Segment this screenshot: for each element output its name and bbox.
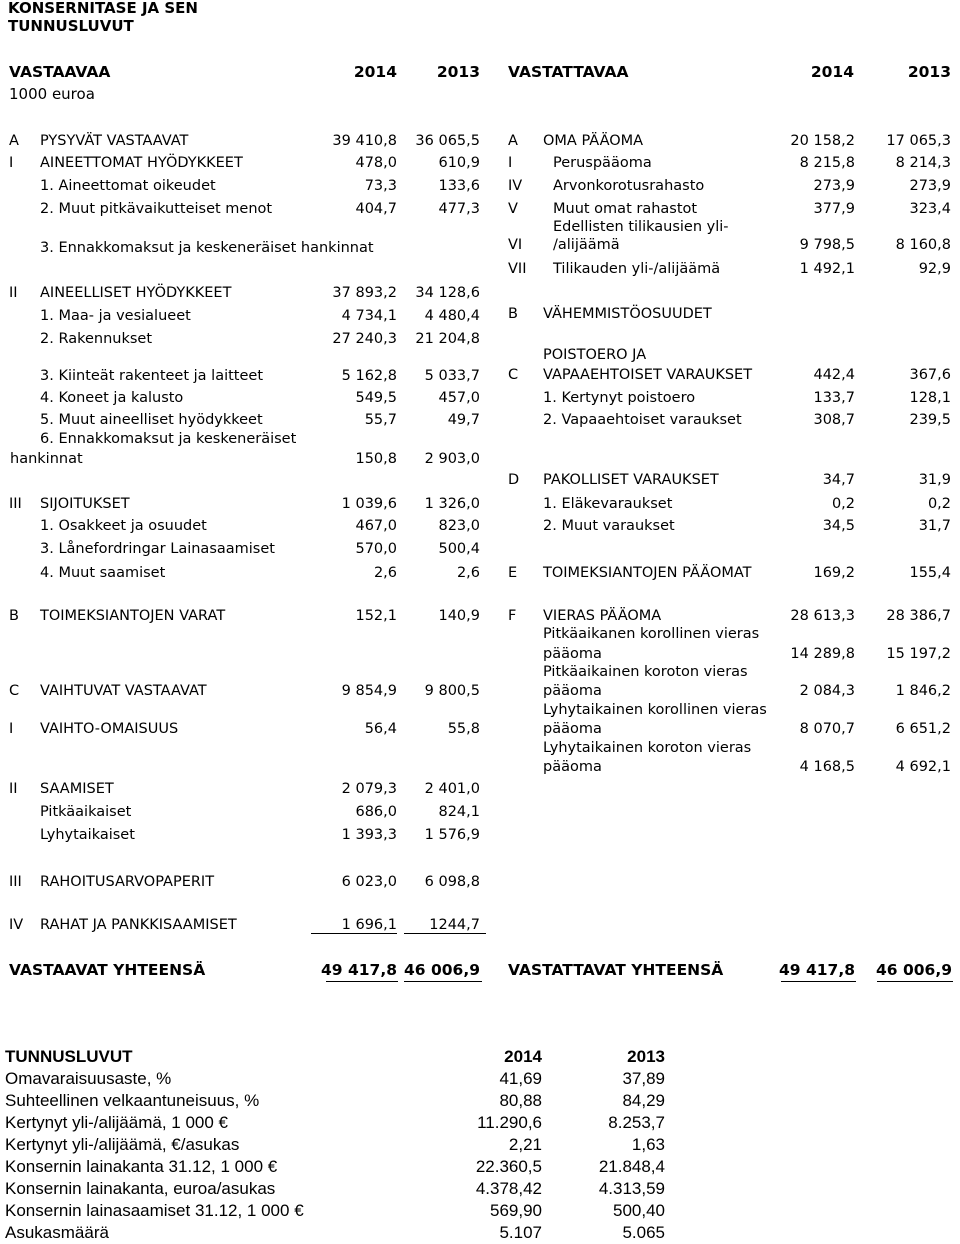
key-figure-value-2014: 569,90 (490, 1201, 542, 1220)
assets-row-value-2014: 55,7 (364, 412, 397, 428)
key-figure-label: Kertynyt yli-/alijäämä, €/asukas (5, 1135, 240, 1154)
key-figure-value-2013: 4.313,59 (598, 1179, 665, 1198)
assets-row-value-2013: 36 065,5 (415, 133, 480, 149)
liabilities-row-value-2014: 34,7 (822, 472, 855, 488)
liabilities-row-label: Tilikauden yli-/alijäämä (553, 261, 721, 277)
key-figure-value-2014: 22.360,5 (475, 1157, 542, 1176)
liabilities-row-label: /alijäämä (553, 237, 620, 253)
assets-total-2014: 49 417,8 (321, 961, 397, 979)
liabilities-row-value-2013: 17 065,3 (886, 133, 951, 149)
liabilities-row-value-2013: 4 692,1 (895, 759, 951, 775)
assets-row-label: AINEELLISET HYÖDYKKEET (40, 285, 232, 301)
liabilities-row-label: VÄHEMMISTÖOSUUDET (543, 306, 712, 322)
assets-row-value-2013: 610,9 (438, 155, 480, 171)
assets-row-label: RAHOITUSARVOPAPERIT (40, 874, 215, 890)
liabilities-row-number: B (508, 306, 518, 322)
liabilities-row-number: A (508, 133, 518, 149)
assets-row-label: 6. Ennakkomaksut ja keskeneräiset (40, 431, 297, 447)
liabilities-row-label: Pitkäaikainen koroton vieras (543, 664, 748, 680)
assets-row-label: 1. Maa- ja vesialueet (40, 308, 191, 324)
liabilities-row-value-2014: 9 798,5 (799, 237, 855, 253)
assets-row-label: PYSYVÄT VASTAAVAT (40, 133, 189, 149)
assets-year-2013: 2013 (436, 63, 480, 81)
assets-row-number: I (9, 721, 14, 737)
assets-row-value-2014: 478,0 (355, 155, 397, 171)
key-figure-value-2014: 2,21 (508, 1135, 542, 1154)
liabilities-row-label: Pitkäaikanen korollinen vieras (543, 626, 760, 642)
liabilities-row-value-2013: 28 386,7 (886, 608, 951, 624)
assets-row-value-2013: 140,9 (438, 608, 480, 624)
liabilities-row-value-2013: 8 214,3 (895, 155, 951, 171)
assets-row-value-2014: 37 893,2 (332, 285, 397, 301)
liabilities-row-value-2014: 20 158,2 (790, 133, 855, 149)
liabilities-total-2013: 46 006,9 (876, 961, 952, 979)
liabilities-total-label: VASTATTAVAT YHTEENSÄ (508, 961, 724, 979)
key-figure-value-2014: 80,88 (499, 1091, 542, 1110)
assets-row-label: VAIHTO-OMAISUUS (40, 721, 179, 737)
assets-row-value-2014: 6 023,0 (341, 874, 397, 890)
assets-heading: VASTAAVAA (9, 63, 111, 81)
liabilities-row-value-2013: 128,1 (909, 390, 951, 406)
liabilities-row-label: pääoma (543, 683, 602, 699)
liabilities-row-value-2013: 1 846,2 (895, 683, 951, 699)
key-figure-label: Kertynyt yli-/alijäämä, 1 000 € (5, 1113, 228, 1132)
liabilities-row-label: Peruspääoma (553, 155, 652, 171)
assets-row-label: SIJOITUKSET (40, 496, 130, 512)
liabilities-row-value-2013: 367,6 (909, 367, 951, 383)
assets-row-number: I (9, 155, 14, 171)
key-figure-value-2014: 41,69 (499, 1069, 542, 1088)
assets-row-label: 3. Ennakkomaksut ja keskeneräiset hankinnat (40, 240, 374, 256)
assets-total-label: VASTAAVAT YHTEENSÄ (9, 961, 206, 979)
assets-row-value-2013: 133,6 (438, 178, 480, 194)
assets-row-value-2014: 9 854,9 (341, 683, 397, 699)
key-figure-label: Suhteellinen velkaantuneisuus, % (5, 1091, 260, 1110)
assets-row-label: 4. Koneet ja kalusto (40, 390, 184, 406)
assets-row-value-2014: 1 393,3 (341, 827, 397, 843)
key-figure-value-2013: 1,63 (631, 1135, 665, 1154)
liabilities-row-label: Arvonkorotusrahasto (553, 178, 705, 194)
assets-row-value-2014: 1 039,6 (341, 496, 397, 512)
key-figure-label: Konsernin lainakanta, euroa/asukas (5, 1179, 276, 1198)
liabilities-row-value-2013: 239,5 (909, 412, 951, 428)
assets-year-2014: 2014 (353, 63, 397, 81)
assets-row-value-2014: 39 410,8 (332, 133, 397, 149)
total-underline-left-2014 (326, 981, 398, 982)
key-figure-value-2014: 4.378,42 (475, 1179, 542, 1198)
liabilities-row-number: I (508, 155, 513, 171)
assets-row-number: II (9, 285, 18, 301)
liabilities-row-value-2014: 133,7 (813, 390, 855, 406)
assets-row-value-2013: 823,0 (438, 518, 480, 534)
assets-row-value-2014: 2,6 (373, 565, 397, 581)
assets-row-value-2014: 56,4 (364, 721, 397, 737)
liabilities-row-label: TOIMEKSIANTOJEN PÄÄOMAT (543, 565, 752, 581)
assets-row-value-2013: 2,6 (456, 565, 480, 581)
key-figure-label: Konsernin lainasaamiset 31.12, 1 000 € (5, 1201, 304, 1220)
liabilities-row-label: Lyhytaikainen koroton vieras (543, 740, 752, 756)
assets-row-label: TOIMEKSIANTOJEN VARAT (40, 608, 226, 624)
assets-row-value-2013: 34 128,6 (415, 285, 480, 301)
assets-row-label: 3. Lånefordringar Lainasaamiset (40, 541, 275, 557)
liabilities-row-number: C (508, 367, 519, 383)
liabilities-row-value-2014: 34,5 (822, 518, 855, 534)
liabilities-row-label: VIERAS PÄÄOMA (543, 608, 662, 624)
key-figure-label: Asukasmäärä (5, 1223, 109, 1242)
assets-row-value-2013: 6 098,8 (424, 874, 480, 890)
assets-total-2013: 46 006,9 (404, 961, 480, 979)
liabilities-row-value-2013: 6 651,2 (895, 721, 951, 737)
liabilities-row-label: 1. Eläkevaraukset (543, 496, 673, 512)
liabilities-row-number: E (508, 565, 518, 581)
assets-row-value-2014: 549,5 (355, 390, 397, 406)
assets-row-number: IV (9, 917, 24, 933)
liabilities-row-label: pääoma (543, 646, 602, 662)
liabilities-total-2014: 49 417,8 (779, 961, 855, 979)
liabilities-row-number: D (508, 472, 520, 488)
liabilities-row-value-2014: 377,9 (813, 201, 855, 217)
assets-row-value-2014: 404,7 (355, 201, 397, 217)
assets-row-value-2013: 1 576,9 (424, 827, 480, 843)
assets-row-value-2014: 150,8 (355, 451, 397, 467)
liabilities-row-value-2014: 169,2 (813, 565, 855, 581)
assets-row-value-2013: 1 326,0 (424, 496, 480, 512)
liabilities-row-label: pääoma (543, 721, 602, 737)
liabilities-row-label: PAKOLLISET VARAUKSET (543, 472, 719, 488)
liabilities-row-number: VI (508, 237, 523, 253)
document-title-line2: TUNNUSLUVUT (8, 17, 134, 35)
assets-row-value-2013: 2 903,0 (424, 451, 480, 467)
assets-row-value-2013: 1244,7 (429, 917, 480, 933)
liabilities-row-value-2013: 92,9 (918, 261, 951, 277)
liabilities-row-value-2014: 2 084,3 (799, 683, 855, 699)
liabilities-row-number: IV (508, 178, 523, 194)
liabilities-year-2014: 2014 (810, 63, 854, 81)
assets-row-label: 2. Muut pitkävaikutteiset menot (40, 201, 273, 217)
liabilities-row-label: 2. Muut varaukset (543, 518, 675, 534)
assets-row-label: VAIHTUVAT VASTAAVAT (40, 683, 207, 699)
liabilities-row-value-2014: 4 168,5 (799, 759, 855, 775)
key-figures-title: TUNNUSLUVUT (5, 1047, 133, 1066)
assets-row-value-2013: 457,0 (438, 390, 480, 406)
assets-row-value-2014: 27 240,3 (332, 331, 397, 347)
liabilities-row-value-2013: 323,4 (909, 201, 951, 217)
liabilities-row-label: Edellisten tilikausien yli- (553, 219, 729, 235)
key-figures-year-2014: 2014 (504, 1047, 542, 1066)
assets-row-number: B (9, 608, 19, 624)
liabilities-row-value-2014: 28 613,3 (790, 608, 855, 624)
liabilities-row-number: VII (508, 261, 527, 277)
key-figures-year-2013: 2013 (627, 1047, 665, 1066)
total-underline-left-2013 (404, 981, 482, 982)
liabilities-row-label: Lyhytaikainen korollinen vieras (543, 702, 767, 718)
assets-row-value-2013: 49,7 (447, 412, 480, 428)
key-figure-label: Omavaraisuusaste, % (5, 1069, 172, 1088)
assets-row-label: RAHAT JA PANKKISAAMISET (40, 917, 237, 933)
key-figure-value-2013: 500,40 (613, 1201, 665, 1220)
liabilities-year-2013: 2013 (907, 63, 951, 81)
assets-row-value-2014: 686,0 (355, 804, 397, 820)
assets-row-number: II (9, 781, 18, 797)
unit-label: 1000 euroa (9, 85, 95, 103)
assets-row-number: III (9, 496, 22, 512)
assets-row-number: C (9, 683, 20, 699)
assets-row-value-2013: 500,4 (438, 541, 480, 557)
assets-row-value-2014: 5 162,8 (341, 368, 397, 384)
assets-row-label: Pitkäaikaiset (40, 804, 132, 820)
liabilities-row-number: V (508, 201, 518, 217)
assets-row-label: 3. Kiinteät rakenteet ja laitteet (40, 368, 264, 384)
key-figure-label: Konsernin lainakanta 31.12, 1 000 € (5, 1157, 278, 1176)
key-figure-value-2013: 84,29 (622, 1091, 665, 1110)
assets-row-label: Lyhytaikaiset (40, 827, 135, 843)
liabilities-row-label: 1. Kertynyt poistoero (543, 390, 696, 406)
liabilities-row-value-2013: 31,7 (918, 518, 951, 534)
assets-row-number: III (9, 874, 22, 890)
liabilities-row-value-2014: 8 215,8 (799, 155, 855, 171)
key-figure-value-2014: 5.107 (499, 1223, 542, 1242)
assets-row-value-2013: 9 800,5 (424, 683, 480, 699)
liabilities-row-label: 2. Vapaaehtoiset varaukset (543, 412, 742, 428)
assets-row-label: hankinnat (10, 451, 83, 467)
assets-row-value-2014: 467,0 (355, 518, 397, 534)
assets-row-value-2013: 824,1 (438, 804, 480, 820)
assets-row-value-2013: 477,3 (438, 201, 480, 217)
key-figure-value-2013: 8.253,7 (608, 1113, 665, 1132)
liabilities-row-value-2013: 8 160,8 (895, 237, 951, 253)
assets-row-value-2014: 4 734,1 (341, 308, 397, 324)
liabilities-row-value-2014: 1 492,1 (799, 261, 855, 277)
key-figure-value-2013: 37,89 (622, 1069, 665, 1088)
liabilities-row-label: POISTOERO JA (543, 347, 647, 363)
key-figure-value-2014: 11.290,6 (477, 1113, 542, 1132)
liabilities-row-value-2013: 0,2 (927, 496, 951, 512)
liabilities-row-value-2013: 31,9 (918, 472, 951, 488)
assets-row-label: 4. Muut saamiset (40, 565, 166, 581)
assets-row-label: 2. Rakennukset (40, 331, 153, 347)
liabilities-row-value-2014: 273,9 (813, 178, 855, 194)
assets-row-label: 5. Muut aineelliset hyödykkeet (40, 412, 263, 428)
assets-row-value-2014: 570,0 (355, 541, 397, 557)
liabilities-row-value-2014: 442,4 (813, 367, 855, 383)
assets-row-value-2014: 1 696,1 (341, 917, 397, 933)
assets-row-value-2014: 73,3 (364, 178, 397, 194)
liabilities-row-value-2014: 308,7 (813, 412, 855, 428)
document-title-line1: KONSERNITASE JA SEN (8, 0, 198, 17)
assets-row-value-2013: 21 204,8 (415, 331, 480, 347)
liabilities-row-value-2014: 0,2 (831, 496, 855, 512)
liabilities-row-value-2013: 155,4 (909, 565, 951, 581)
underline-left-2014 (311, 933, 397, 934)
liabilities-row-value-2013: 273,9 (909, 178, 951, 194)
assets-row-value-2013: 2 401,0 (424, 781, 480, 797)
key-figure-value-2013: 21.848,4 (598, 1157, 665, 1176)
assets-row-value-2014: 152,1 (355, 608, 397, 624)
liabilities-row-label: Muut omat rahastot (553, 201, 698, 217)
assets-row-label: 1. Osakkeet ja osuudet (40, 518, 207, 534)
underline-left-2013 (404, 933, 486, 934)
assets-row-number: A (9, 133, 19, 149)
total-underline-right-2013 (877, 981, 953, 982)
liabilities-row-label: VAPAAEHTOISET VARAUKSET (543, 367, 753, 383)
assets-row-value-2013: 5 033,7 (424, 368, 480, 384)
assets-row-label: 1. Aineettomat oikeudet (40, 178, 216, 194)
liabilities-heading: VASTATTAVAA (508, 63, 629, 81)
assets-row-label: AINEETTOMAT HYÖDYKKEET (40, 155, 243, 171)
total-underline-right-2014 (781, 981, 856, 982)
liabilities-row-number: F (508, 608, 517, 624)
assets-row-value-2013: 55,8 (447, 721, 480, 737)
assets-row-value-2014: 2 079,3 (341, 781, 397, 797)
liabilities-row-label: pääoma (543, 759, 602, 775)
liabilities-row-value-2014: 14 289,8 (790, 646, 855, 662)
key-figure-value-2013: 5.065 (622, 1223, 665, 1242)
liabilities-row-value-2014: 8 070,7 (799, 721, 855, 737)
liabilities-row-value-2013: 15 197,2 (886, 646, 951, 662)
assets-row-value-2013: 4 480,4 (424, 308, 480, 324)
liabilities-row-label: OMA PÄÄOMA (543, 133, 644, 149)
assets-row-label: SAAMISET (40, 781, 114, 797)
